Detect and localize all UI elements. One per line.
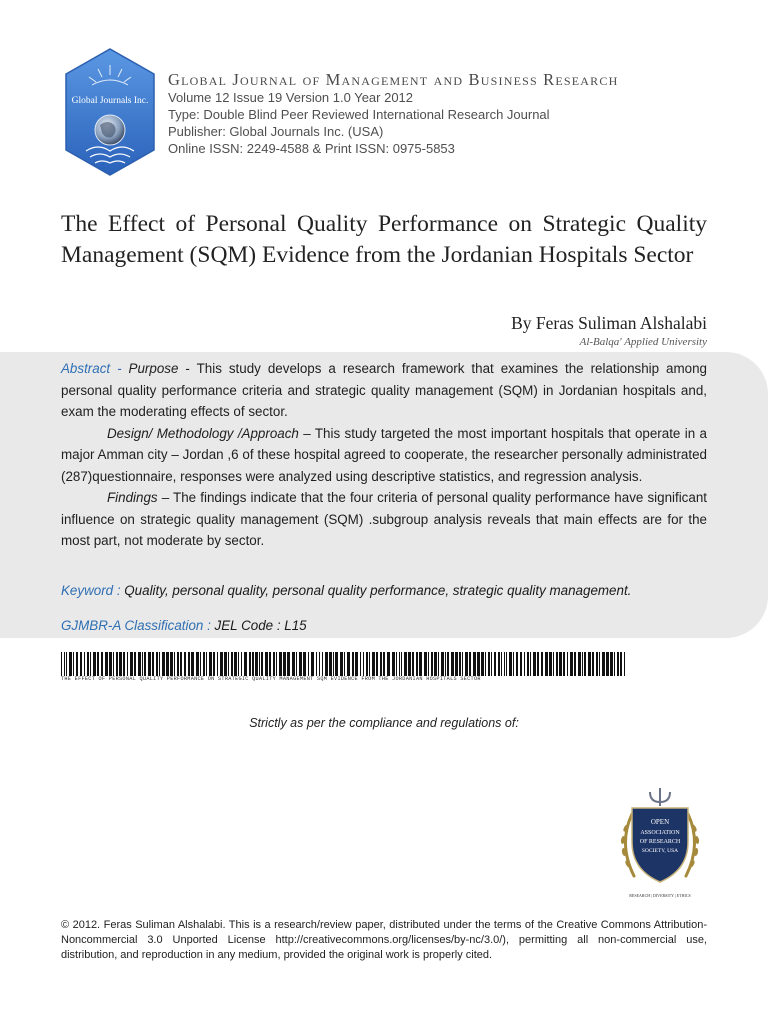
barcode-bar <box>372 652 375 676</box>
barcode-bar <box>498 652 500 676</box>
barcode-bar <box>481 652 484 676</box>
barcode-bar <box>537 652 539 676</box>
barcode-bar <box>292 652 295 676</box>
barcode-bar <box>97 652 99 676</box>
barcode-bar <box>73 652 74 676</box>
barcode-bar <box>530 652 531 676</box>
barcode-bar <box>491 652 492 676</box>
barcode-bar <box>259 652 260 676</box>
barcode-bar <box>134 652 136 676</box>
paper-author: By Feras Suliman Alshalabi <box>511 313 707 333</box>
barcode-bar <box>296 652 297 676</box>
purpose-label: Purpose <box>128 361 179 376</box>
seal-motto: RESEARCH | DIVERSITY | ETHICS <box>629 893 691 898</box>
barcode-bar <box>441 652 444 676</box>
barcode-bar <box>610 652 613 676</box>
barcode-bar <box>200 652 201 676</box>
barcode-bar <box>399 652 400 676</box>
barcode-bar <box>445 652 446 676</box>
barcode-bar <box>148 652 151 676</box>
barcode-bar <box>506 652 507 676</box>
barcode-bar <box>624 652 625 676</box>
barcode-bar <box>369 652 370 676</box>
barcode-bar <box>316 652 317 676</box>
barcode-bar <box>488 652 490 676</box>
barcode-bar <box>329 652 332 676</box>
barcode-bar <box>303 652 306 676</box>
barcode-bar <box>105 652 108 676</box>
barcode-bar <box>265 652 268 676</box>
barcode-bar <box>396 652 397 676</box>
findings-text: – The findings indicate that the four criteria of personal quality performance have significant influence on strategic quality management (SQM) .subgroup analysis reveals that main effects are for the most part, not moderate by sector. <box>61 490 707 548</box>
barcode-bar <box>473 652 476 676</box>
barcode-bar <box>273 652 275 676</box>
barcode-bar <box>428 652 429 676</box>
barcode-bar <box>366 652 368 676</box>
barcode-bar <box>434 652 437 676</box>
barcode-bar <box>127 652 128 676</box>
barcode-bar <box>101 652 103 676</box>
barcode-bar <box>504 652 505 676</box>
barcode-bar <box>130 652 133 676</box>
barcode-bar <box>231 652 233 676</box>
copyright-notice: © 2012. Feras Suliman Alshalabi. This is a research/review paper, distributed under the terms of the Creative Commons Attribution-Noncommercial 3.0 Unported License http://creativecommons.org/licenses/by-nc/3.0/), permitting all non-commercial use, distribution, and reproduction in any medium, provided the original work is properly cited. <box>61 919 707 961</box>
barcode-bar <box>541 652 543 676</box>
barcode-bar <box>513 652 514 676</box>
classification-line <box>61 618 721 633</box>
barcode-bar <box>61 652 62 676</box>
abstract-purpose-paragraph <box>61 358 707 423</box>
barcode-bar <box>556 652 558 676</box>
abstract-separator: - <box>110 361 129 376</box>
barcode-bar <box>438 652 439 676</box>
barcode-bar <box>279 652 282 676</box>
journal-type: Type: Double Blind Peer Reviewed International Research Journal <box>168 107 550 122</box>
barcode-bar <box>177 652 179 676</box>
barcode-bar <box>123 652 125 676</box>
barcode-bar <box>87 652 89 676</box>
barcode-bar <box>462 652 463 676</box>
barcode-bar <box>469 652 471 676</box>
barcode-bar <box>191 652 194 676</box>
barcode-bar <box>392 652 395 676</box>
barcode-bar <box>383 652 385 676</box>
barcode-bar <box>188 652 190 676</box>
barcode-bar <box>563 652 565 676</box>
barcode-bar <box>166 652 169 676</box>
barcode-bar <box>360 652 361 676</box>
abstract-design-paragraph <box>61 423 707 488</box>
barcode-bar <box>64 652 65 676</box>
barcode-bar <box>244 652 247 676</box>
classification-text: JEL Code : L15 <box>210 618 307 633</box>
barcode-bar <box>494 652 496 676</box>
logo-name: Global Journals Inc. <box>71 96 149 106</box>
barcode-bar <box>355 652 358 676</box>
barcode-bar <box>584 652 586 676</box>
barcode-bar <box>574 652 576 676</box>
open-association-seal <box>612 784 708 904</box>
barcode-bar <box>80 652 82 676</box>
barcode-bar <box>485 652 486 676</box>
journal-issn: Online ISSN: 2249-4588 & Print ISSN: 0975-5853 <box>168 141 455 156</box>
barcode-bar <box>209 652 212 676</box>
barcode-bar <box>170 652 173 676</box>
barcode-bar <box>213 652 215 676</box>
barcode-bar <box>113 652 114 676</box>
barcode-bar <box>344 652 345 676</box>
barcode-bar <box>283 652 286 676</box>
barcode-bar <box>606 652 609 676</box>
globe-logo-icon <box>62 47 158 177</box>
barcode-bar <box>322 652 323 676</box>
barcode-bar <box>501 652 502 676</box>
barcode-bar <box>217 652 218 676</box>
barcode-bar <box>311 652 314 676</box>
barcode-bar <box>455 652 458 676</box>
barcode-bar <box>224 652 227 676</box>
barcode-bar <box>352 652 354 676</box>
barcode-bar <box>255 652 258 676</box>
barcode-bar <box>617 652 619 676</box>
barcode-bar <box>516 652 518 676</box>
seal-line-2: ASSOCIATION <box>640 830 680 836</box>
barcode-bar <box>620 652 622 676</box>
barcode-bar <box>340 652 343 676</box>
barcode-bar <box>465 652 468 676</box>
barcode-bar <box>138 652 141 676</box>
barcode-bar <box>159 652 160 676</box>
barcode-bar <box>376 652 378 676</box>
findings-label: Findings <box>107 490 158 505</box>
barcode-bar <box>241 652 242 676</box>
barcode-bar <box>431 652 433 676</box>
barcode-bar <box>424 652 427 676</box>
barcode-bar <box>308 652 309 676</box>
barcode-bar <box>527 652 529 676</box>
barcode-bar <box>592 652 594 676</box>
barcode-bar <box>84 652 85 676</box>
barcode-bar <box>142 652 143 676</box>
barcode-bar <box>477 652 480 676</box>
keyword-text: Quality, personal quality, personal quality performance, strategic quality management. <box>120 583 632 598</box>
journal-volume: Volume 12 Issue 19 Version 1.0 Year 2012 <box>168 90 414 105</box>
abstract-section <box>61 358 707 552</box>
barcode-bar <box>408 652 411 676</box>
seal-line-4: SOCIETY, USA <box>641 848 679 854</box>
barcode-bar <box>567 652 568 676</box>
barcode-bar <box>404 652 407 676</box>
barcode-bar <box>66 652 67 676</box>
barcode-bar <box>509 652 512 676</box>
barcode-bar <box>261 652 263 676</box>
barcode-bar <box>363 652 364 676</box>
barcode-bar <box>553 652 554 676</box>
barcode-bar <box>269 652 271 676</box>
barcode-bar <box>287 652 290 676</box>
barcode-bar <box>119 652 122 676</box>
barcode-bar <box>69 652 72 676</box>
laurel-shield-icon <box>612 784 708 904</box>
barcode-bar <box>162 652 165 676</box>
barcode-bar <box>234 652 237 676</box>
barcode-bar <box>401 652 402 676</box>
barcode-bar <box>228 652 229 676</box>
compliance-note: Strictly as per the compliance and regulations of: <box>249 716 519 730</box>
barcode-bar <box>203 652 205 676</box>
barcode-bar <box>459 652 461 676</box>
journal-title: Global Journal of Management and Business Research <box>168 70 619 89</box>
design-label: Design/ Methodology /Approach <box>107 425 299 441</box>
barcode-caption: THE EFFECT OF PERSONAL QUALITY PERFORMANCE ON STRATEGIC QUALITY MANAGEMENT SQM EVIDENCE FROM THE JORDANIAN HOSPITALS SECTOR <box>61 676 481 682</box>
barcode-bar <box>545 652 548 676</box>
barcode-bar <box>549 652 552 676</box>
journal-logo <box>62 47 158 177</box>
barcode-bar <box>412 652 414 676</box>
classification-label: GJMBR-A Classification : <box>61 618 211 633</box>
barcode-bar <box>570 652 573 676</box>
barcode-bar <box>144 652 146 676</box>
title-barcode <box>61 652 625 676</box>
barcode-bar <box>152 652 154 676</box>
barcode-bar <box>276 652 277 676</box>
barcode-bar <box>249 652 251 676</box>
barcode-bar <box>325 652 328 676</box>
seal-line-3: OF RESEARCH <box>639 839 681 845</box>
keyword-line <box>61 583 721 598</box>
barcode-bar <box>614 652 615 676</box>
journal-header <box>168 70 728 157</box>
seal-line-1: OPEN <box>650 818 670 826</box>
barcode-bar <box>109 652 112 676</box>
barcode-bar <box>602 652 605 676</box>
barcode-bar <box>380 652 382 676</box>
purpose-text: - This study develops a research framework that examines the relationship among personal quality performance criteria and strategic quality management (SQM) in Jordanian hospitals and, exam the moderating effects of sector. <box>61 361 707 419</box>
barcode-bar <box>76 652 78 676</box>
barcode-bar <box>596 652 598 676</box>
barcode-bar <box>533 652 536 676</box>
journal-publisher: Publisher: Global Journals Inc. (USA) <box>168 124 384 139</box>
barcode-bar <box>578 652 581 676</box>
barcode-bar <box>319 652 320 676</box>
barcode-bar <box>90 652 91 676</box>
barcode-bar <box>156 652 158 676</box>
barcode-bar <box>416 652 418 676</box>
barcode-bar <box>559 652 562 676</box>
barcode-bar <box>333 652 334 676</box>
barcode-bar <box>93 652 96 676</box>
barcode-bar <box>238 652 239 676</box>
design-text: – This study targeted the most important hospitals that operate in a major Amman city – Jordan ,6 of these hospital agreed to cooperate, the researcher personally administrated (287)questionnaire, responses were analyzed using descriptive statistics, and regression analysis. <box>61 425 708 484</box>
barcode-bar <box>582 652 583 676</box>
barcode-bar <box>520 652 522 676</box>
barcode-bar <box>206 652 207 676</box>
barcode-bar <box>184 652 186 676</box>
barcode-bar <box>347 652 350 676</box>
abstract-label: Abstract <box>61 361 111 376</box>
barcode-bar <box>335 652 338 676</box>
paper-title: The Effect of Personal Quality Performance on Strategic Quality Management (SQM) Evidence from the Jordanian Hospitals Sector <box>61 211 707 268</box>
barcode-bar <box>196 652 199 676</box>
barcode-bar <box>419 652 422 676</box>
author-affiliation: Al-Balqa' Applied University <box>579 336 707 348</box>
barcode-bar <box>387 652 390 676</box>
barcode-bar <box>174 652 175 676</box>
barcode-bar <box>116 652 118 676</box>
abstract-findings-paragraph <box>61 487 707 552</box>
barcode-bar <box>252 652 254 676</box>
barcode-bar <box>447 652 449 676</box>
barcode-bar <box>220 652 223 676</box>
barcode-bar <box>588 652 591 676</box>
barcode-bar <box>524 652 525 676</box>
barcode-bar <box>299 652 302 676</box>
barcode-bar <box>180 652 182 676</box>
barcode-bar <box>451 652 454 676</box>
barcode-bar <box>599 652 600 676</box>
keyword-label: Keyword : <box>61 583 121 598</box>
